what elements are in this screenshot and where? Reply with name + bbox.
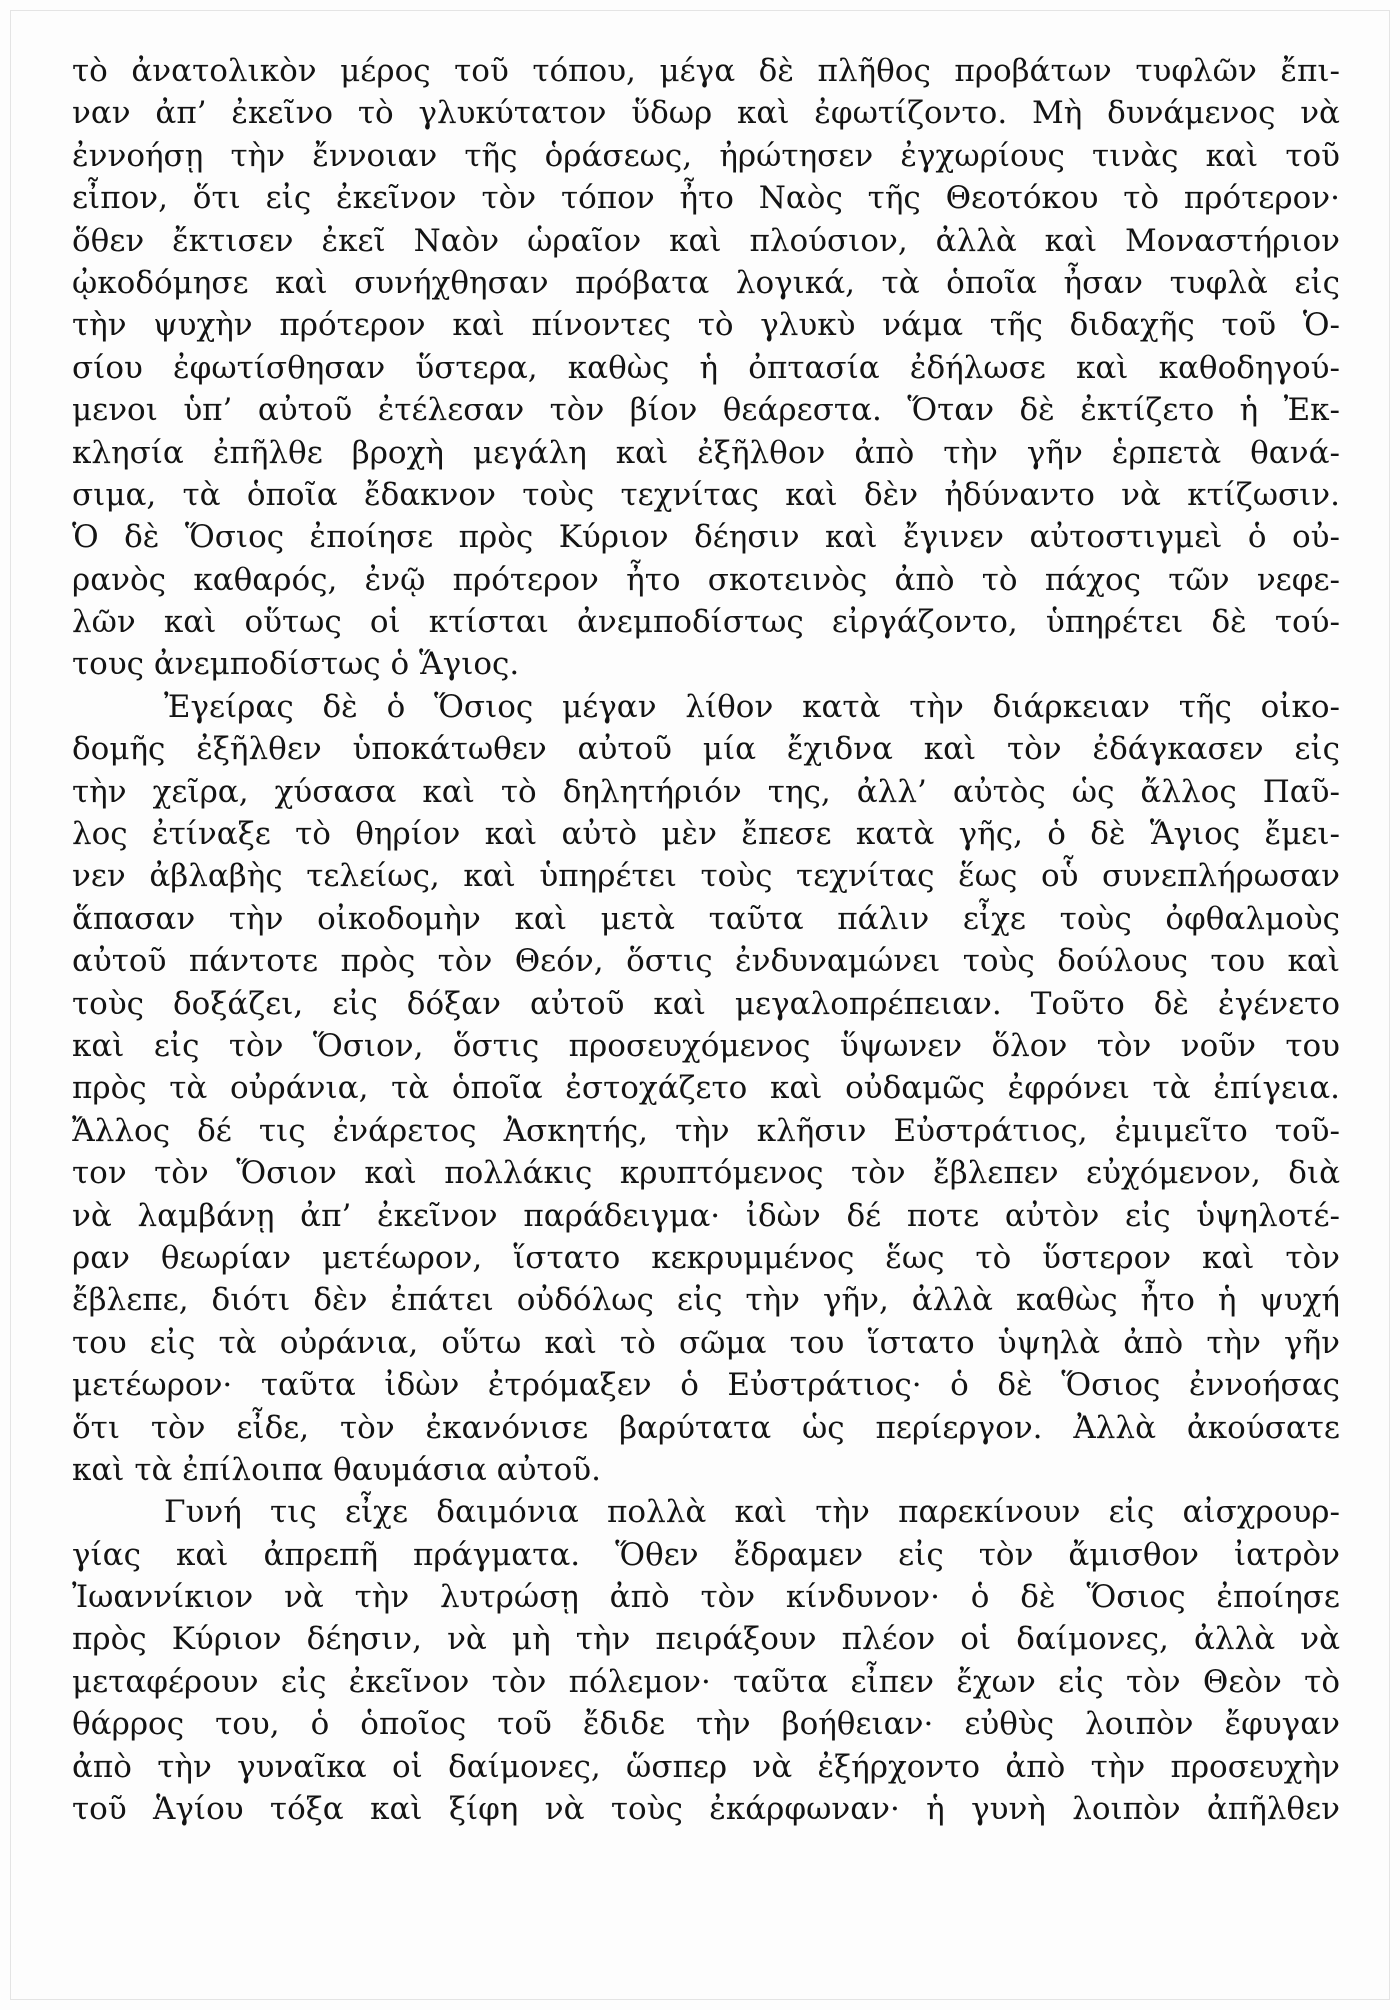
text-line: νὰ λαμβάνῃ ἀπ’ ἐκεῖνον παράδειγμα· ἰδὼν δέ ποτε αὐτὸν εἰς ὑψηλοτέ- [72, 1197, 1340, 1234]
text-line: τους ἀνεμποδίστως ὁ Ἅγιος. [72, 646, 520, 683]
text-line: ἔβλεπε, διότι δὲν ἐπάτει οὐδόλως εἰς τὴν γῆν, ἀλλὰ καθὼς ἦτο ἡ ψυχή [72, 1282, 1340, 1319]
text-line: τοῦ Ἁγίου τόξα καὶ ξίφη νὰ τοὺς ἐκάρφωναν· ἡ γυνὴ λοιπὸν ἀπῆλθεν [72, 1791, 1340, 1828]
text-line: ναν ἀπ’ ἐκεῖνο τὸ γλυκύτατον ὕδωρ καὶ ἐφωτίζοντο. Μὴ δυνάμενος νὰ [72, 95, 1340, 132]
text-line: αὐτοῦ πάντοτε πρὸς τὸν Θεόν, ὅστις ἐνδυναμώνει τοὺς δούλους του καὶ [72, 943, 1340, 980]
text-line: νεν ἀβλαβὴς τελείως, καὶ ὑπηρέτει τοὺς τεχνίτας ἕως οὗ συνεπλήρωσαν [72, 858, 1340, 895]
text-line: γίας καὶ ἀπρεπῆ πράγματα. Ὅθεν ἔδραμεν εἰς τὸν ἄμισθον ἰατρὸν [72, 1536, 1340, 1573]
text-line: Γυνή τις εἶχε δαιμόνια πολλὰ καὶ τὴν παρεκίνουν εἰς αἰσχρουρ- [164, 1494, 1340, 1531]
text-line: πρὸς τὰ οὐράνια, τὰ ὁποῖα ἐστοχάζετο καὶ οὐδαμῶς ἐφρόνει τὰ ἐπίγεια. [72, 1070, 1340, 1107]
text-line: εἶπον, ὅτι εἰς ἐκεῖνον τὸν τόπον ἦτο Ναὸς τῆς Θεοτόκου τὸ πρότερον· [72, 180, 1340, 217]
text-line: ἀπὸ τὴν γυναῖκα οἱ δαίμονες, ὥσπερ νὰ ἐξήρχοντο ἀπὸ τὴν προσευχὴν [72, 1748, 1340, 1785]
text-line: μεταφέρουν εἰς ἐκεῖνον τὸν πόλεμον· ταῦτα εἶπεν ἔχων εἰς τὸν Θεὸν τὸ [72, 1663, 1340, 1700]
text-line: ραν θεωρίαν μετέωρον, ἵστατο κεκρυμμένος ἕως τὸ ὕστερον καὶ τὸν [72, 1239, 1340, 1276]
text-line: λῶν καὶ οὕτως οἱ κτίσται ἀνεμποδίστως εἰργάζοντο, ὑπηρέτει δὲ τού- [72, 604, 1340, 641]
text-line: μενοι ὑπ’ αὐτοῦ ἐτέλεσαν τὸν βίον θεάρεστα. Ὅταν δὲ ἐκτίζετο ἡ Ἐκ- [72, 392, 1340, 429]
text-line: τὴν χεῖρα, χύσασα καὶ τὸ δηλητήριόν της, ἀλλ’ αὐτὸς ὡς ἄλλος Παῦ- [72, 773, 1340, 810]
text-line: Ἐγείρας δὲ ὁ Ὅσιος μέγαν λίθον κατὰ τὴν διάρκειαν τῆς οἰκο- [164, 688, 1340, 725]
text-line: του εἰς τὰ οὐράνια, οὕτω καὶ τὸ σῶμα του ἵστατο ὑψηλὰ ἀπὸ τὴν γῆν [72, 1324, 1340, 1361]
text-line: τον τὸν Ὅσιον καὶ πολλάκις κρυπτόμενος τὸν ἔβλεπεν εὐχόμενον, διὰ [72, 1155, 1340, 1192]
text-line: καὶ εἰς τὸν Ὅσιον, ὅστις προσευχόμενος ὕψωνεν ὅλον τὸν νοῦν του [72, 1027, 1340, 1064]
text-line: ὅθεν ἔκτισεν ἐκεῖ Ναὸν ὡραῖον καὶ πλούσιον, ἀλλὰ καὶ Μοναστήριον [72, 222, 1340, 259]
text-line: ἐννοήσῃ τὴν ἔννοιαν τῆς ὁράσεως, ἠρώτησεν ἐγχωρίους τινὰς καὶ τοῦ [72, 137, 1340, 174]
text-line: σιμα, τὰ ὁποῖα ἔδακνον τοὺς τεχνίτας καὶ δὲν ἠδύναντο νὰ κτίζωσιν. [72, 476, 1340, 513]
text-line: τὸ ἀνατολικὸν μέρος τοῦ τόπου, μέγα δὲ πλῆθος προβάτων τυφλῶν ἔπι- [72, 53, 1340, 89]
text-line: Ὁ δὲ Ὅσιος ἐποίησε πρὸς Κύριον δέησιν καὶ ἔγινεν αὐτοστιγμεὶ ὁ οὐ- [72, 519, 1340, 556]
text-line: ὅτι τὸν εἶδε, τὸν ἐκανόνισε βαρύτατα ὡς περίεργον. Ἀλλὰ ἀκούσατε [72, 1409, 1340, 1446]
text-line: δομῆς ἐξῆλθεν ὑποκάτωθεν αὐτοῦ μία ἔχιδνα καὶ τὸν ἐδάγκασεν εἰς [72, 731, 1340, 768]
text-line: τὴν ψυχὴν πρότερον καὶ πίνοντες τὸ γλυκὺ νάμα τῆς διδαχῆς τοῦ Ὁ- [72, 307, 1340, 344]
text-line: κλησία ἐπῆλθε βροχὴ μεγάλη καὶ ἐξῆλθον ἀπὸ τὴν γῆν ἑρπετὰ θανά- [72, 434, 1340, 471]
text-line: τοὺς δοξάζει, εἰς δόξαν αὐτοῦ καὶ μεγαλοπρέπειαν. Τοῦτο δὲ ἐγένετο [72, 985, 1340, 1022]
text-line: ρανὸς καθαρός, ἐνῷ πρότερον ἦτο σκοτεινὸς ἀπὸ τὸ πάχος τῶν νεφε- [72, 561, 1340, 598]
body-text [72, 50, 1340, 1830]
text-line: καὶ τὰ ἐπίλοιπα θαυμάσια αὐτοῦ. [72, 1451, 601, 1488]
text-line: μετέωρον· ταῦτα ἰδὼν ἐτρόμαξεν ὁ Εὐστράτιος· ὁ δὲ Ὅσιος ἐννοήσας [72, 1367, 1340, 1404]
text-line: θάρρος του, ὁ ὁποῖος τοῦ ἔδιδε τὴν βοήθειαν· εὐθὺς λοιπὸν ἔφυγαν [72, 1706, 1340, 1743]
text-line: λος ἐτίναξε τὸ θηρίον καὶ αὐτὸ μὲν ἔπεσε κατὰ γῆς, ὁ δὲ Ἅγιος ἔμει- [72, 816, 1340, 853]
text-line: ᾠκοδόμησε καὶ συνήχθησαν πρόβατα λογικά, τὰ ὁποῖα ἦσαν τυφλὰ εἰς [72, 264, 1340, 301]
text-line: πρὸς Κύριον δέησιν, νὰ μὴ τὴν πειράξουν πλέον οἱ δαίμονες, ἀλλὰ νὰ [72, 1621, 1340, 1658]
text-line: Ἄλλος δέ τις ἐνάρετος Ἀσκητής, τὴν κλῆσιν Εὐστράτιος, ἐμιμεῖτο τοῦ- [72, 1112, 1340, 1149]
text-line: σίου ἐφωτίσθησαν ὕστερα, καθὼς ἡ ὀπτασία ἐδήλωσε καὶ καθοδηγού- [72, 349, 1340, 386]
text-line: Ἰωαννίκιον νὰ τὴν λυτρώσῃ ἀπὸ τὸν κίνδυνον· ὁ δὲ Ὅσιος ἐποίησε [72, 1579, 1340, 1616]
text-line: ἅπασαν τὴν οἰκοδομὴν καὶ μετὰ ταῦτα πάλιν εἶχε τοὺς ὀφθαλμοὺς [72, 900, 1340, 937]
